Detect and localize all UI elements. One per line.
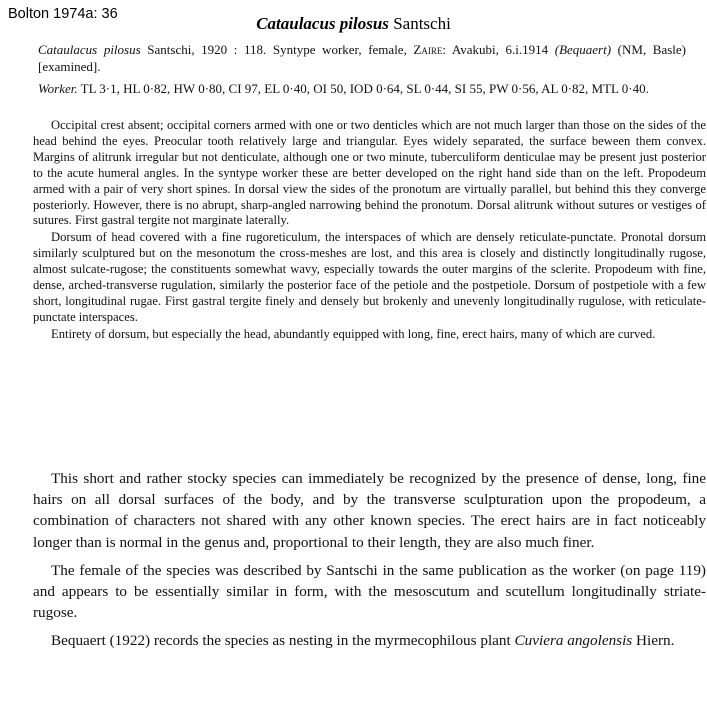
synonymy-text-b: : Avakubi, 6.i.1914 — [442, 42, 555, 57]
synonymy-text-c: (NM, Basle) [examined]. — [38, 42, 686, 74]
species-name: Cataulacus pilosus — [256, 14, 389, 33]
description-paragraph: Occipital crest absent; occipital corners armed with one or two denticles which are not much larger than those on the sides of the head behind the eyes. Preocular tooth relatively large and triangular. Eyes widely separated, the surface beween them convex. Margins of alitrunk irregular but not denticulate, although one or two minute, tuberculiform denticulae may be present just posterior to the acute humeral angles. In the syntype worker these are better developed on the right hand side than on the left. Propodeum armed with a pair of very short spines. In dorsal view the sides of the pronotum are virtually parallel, but behind this they converge posteriorly. However, there is no abrupt, sharp-angled narrowing behind the pronotum. Dorsal alitrunk without sutures or vestiges of sutures. First gastral tergite not marginate laterally. — [33, 118, 706, 228]
description-paragraph: Dorsum of head covered with a fine rugoreticulum, the interspaces of which are densely reticulate-punctate. Pronotal dorsum similarly sculptured but on the mesonotum the cross-meshes are lost, and this area is closely and distinctly longitudinally rugose, almost sulcate-rugose; the constituents somewhat wavy, especially towards the outer margins of the sclerite. Propodeum with fine, dense, arched-transverse rugulation, similarly the posterior face of the petiole and the postpetiole. Dorsum of postpetiole with a few short, longitudinal rugae. First gastral tergite finely and densely but brokenly and unevenly longitudinally rugulose, with reticulate-punctate interspaces. — [33, 230, 706, 324]
discussion-block — [33, 468, 706, 652]
plant-name: Cuviera angolensis — [514, 632, 633, 650]
synonymy-text-a: Santschi, 1920 : 118. Syntype worker, female, — [140, 42, 414, 57]
measurements-values: TL 3·1, HL 0·82, HW 0·80, CI 97, EL 0·40, OI 50, IOD 0·64, SL 0·44, SI 55, PW 0·56, AL 0·82, MTL 0·40. — [77, 81, 649, 96]
discussion-paragraph: The female of the species was described by Santschi in the same publication as the worker (on page 119) and appears to be essentially similar in form, with the mesoscutum and scutellum longitudinally striate-rugose. — [33, 561, 706, 622]
measurements-caste: Worker. — [38, 81, 78, 96]
synonymy-taxon: Cataulacus pilosus — [38, 42, 141, 57]
discussion-text-end: Hiern. — [632, 632, 675, 650]
description-paragraph: Entirety of dorsum, but especially the head, abundantly equipped with long, fine, erect hairs, many of which are curved. — [51, 326, 656, 341]
discussion-text: Bequaert (1922) records the species as nesting in the myrmecophilous plant — [51, 632, 515, 650]
species-author: Santschi — [393, 14, 451, 33]
species-title — [0, 14, 707, 34]
synonymy-collector: (Bequaert) — [554, 42, 612, 57]
citation-reference: Bolton 1974a: 36 — [8, 6, 118, 22]
synonymy-paragraph — [38, 42, 686, 75]
discussion-paragraph — [33, 630, 706, 651]
synonymy-country: Zaire — [413, 42, 443, 57]
description-block — [33, 118, 706, 343]
measurements-paragraph — [38, 81, 686, 98]
discussion-paragraph: This short and rather stocky species can immediately be recognized by the presence of dense, long, fine hairs on all dorsal surfaces of the body, and by the transverse sculpturation upon the propodeum, a combination of characters not shared with any other known species. The erect hairs are in fact noticeably longer than is normal in the genus and, proportional to their length, they are also much finer. — [33, 470, 706, 551]
